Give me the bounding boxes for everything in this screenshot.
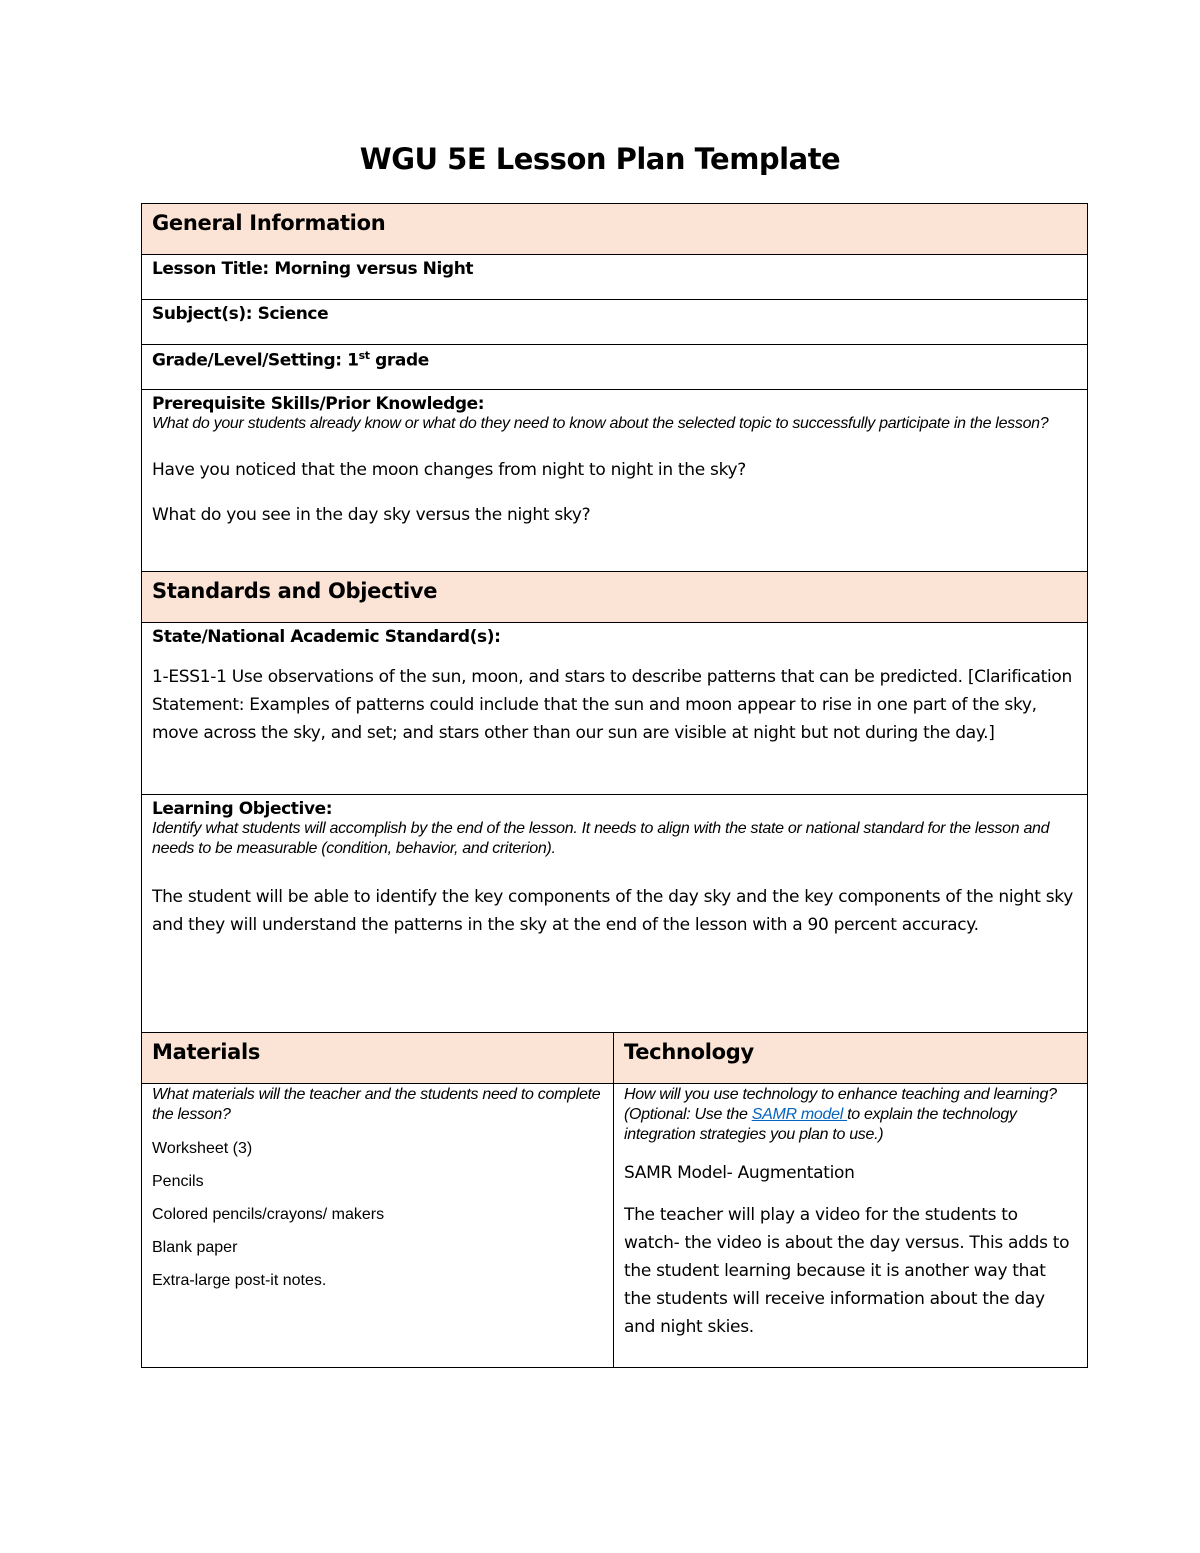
materials-heading: Materials xyxy=(152,1040,261,1064)
technology-prompt-after: to explain the technology integration strategies you plan to use.) xyxy=(624,1106,1017,1143)
objective-label: Learning Objective: xyxy=(152,799,333,819)
grade-level xyxy=(152,345,1077,371)
subjects-row xyxy=(142,300,1088,345)
standard-text: 1-ESS1-1 Use observations of the sun, moon, and stars to describe patterns that can be predicted. [Clarification Statement: Examples of patterns could include that the sun and moon appear to rise in one part of the sky, move across the sky, and set; and stars other than our sun are visible at night but not during the day.] xyxy=(152,667,1073,743)
prereq-label: Prerequisite Skills/Prior Knowledge: xyxy=(152,394,485,414)
page-title: WGU 5E Lesson Plan Template xyxy=(359,142,841,176)
subjects-cell xyxy=(142,300,1088,345)
technology-description: The teacher will play a video for the students to watch- the video is about the day versus. This adds to the student learning because it is another way that the students will receive information about the day and night skies. xyxy=(624,1205,1070,1337)
prereq-question-2: What do you see in the day sky versus the night sky? xyxy=(152,505,591,525)
material-item: Blank paper xyxy=(152,1239,238,1256)
technology-prompt-before: How will you use technology to enhance teaching and learning? (Optional: Use the xyxy=(624,1086,1057,1123)
technology-header xyxy=(614,1033,1088,1084)
grade-cell xyxy=(142,345,1088,390)
grade-suffix: grade xyxy=(369,350,429,371)
material-item: Colored pencils/crayons/ makers xyxy=(152,1206,385,1223)
prereq-cell xyxy=(142,390,1088,572)
materials-cell xyxy=(142,1084,614,1368)
prereq-question-1: Have you noticed that the moon changes from night to night in the sky? xyxy=(152,460,747,480)
lesson-title-cell xyxy=(142,255,1088,300)
technology-prompt xyxy=(624,1084,1077,1145)
materials-technology-header-row xyxy=(142,1033,1088,1084)
grade-prefix: Grade/Level/Setting: 1 xyxy=(152,350,359,371)
standard-cell xyxy=(142,623,1088,795)
material-item: Pencils xyxy=(152,1173,204,1190)
general-info-header xyxy=(142,204,1088,255)
lesson-title-row xyxy=(142,255,1088,300)
standards-header xyxy=(142,572,1088,623)
objective-text: The student will be able to identify the key components of the day sky and the key components of the night sky and they will understand the patterns in the sky at the end of the lesson with a 90 percent accuracy. xyxy=(152,887,1073,935)
lesson-plan-table xyxy=(141,203,1088,1368)
objective-row xyxy=(142,795,1088,1033)
materials-prompt: What materials will the teacher and the students need to complete the lesson? xyxy=(152,1086,601,1123)
materials-technology-row xyxy=(142,1084,1088,1368)
materials-header xyxy=(142,1033,614,1084)
general-info-heading: General Information xyxy=(152,211,386,235)
general-info-header-row xyxy=(142,204,1088,255)
grade-sup: st xyxy=(358,349,370,362)
objective-cell xyxy=(142,795,1088,1033)
lesson-title: Lesson Title: Morning versus Night xyxy=(152,259,474,279)
objective-prompt: Identify what students will accomplish by the end of the lesson. It needs to align with the state or national standard for the lesson and needs to be measurable (condition, behavior, and criterion). xyxy=(152,820,1050,857)
samr-level: SAMR Model- Augmentation xyxy=(624,1163,855,1183)
standard-row xyxy=(142,623,1088,795)
technology-heading: Technology xyxy=(624,1040,754,1064)
technology-cell xyxy=(614,1084,1088,1368)
samr-model-link[interactable]: SAMR model xyxy=(751,1106,848,1123)
standards-header-row xyxy=(142,572,1088,623)
grade-row xyxy=(142,345,1088,390)
material-item: Extra-large post-it notes. xyxy=(152,1272,327,1289)
subjects: Subject(s): Science xyxy=(152,304,329,324)
prereq-prompt: What do your students already know or what do they need to know about the selected topic to successfully participate in the lesson? xyxy=(152,415,1049,432)
standards-heading: Standards and Objective xyxy=(152,579,438,603)
standard-label: State/National Academic Standard(s): xyxy=(152,627,501,647)
prereq-row xyxy=(142,390,1088,572)
material-item: Worksheet (3) xyxy=(152,1140,253,1157)
